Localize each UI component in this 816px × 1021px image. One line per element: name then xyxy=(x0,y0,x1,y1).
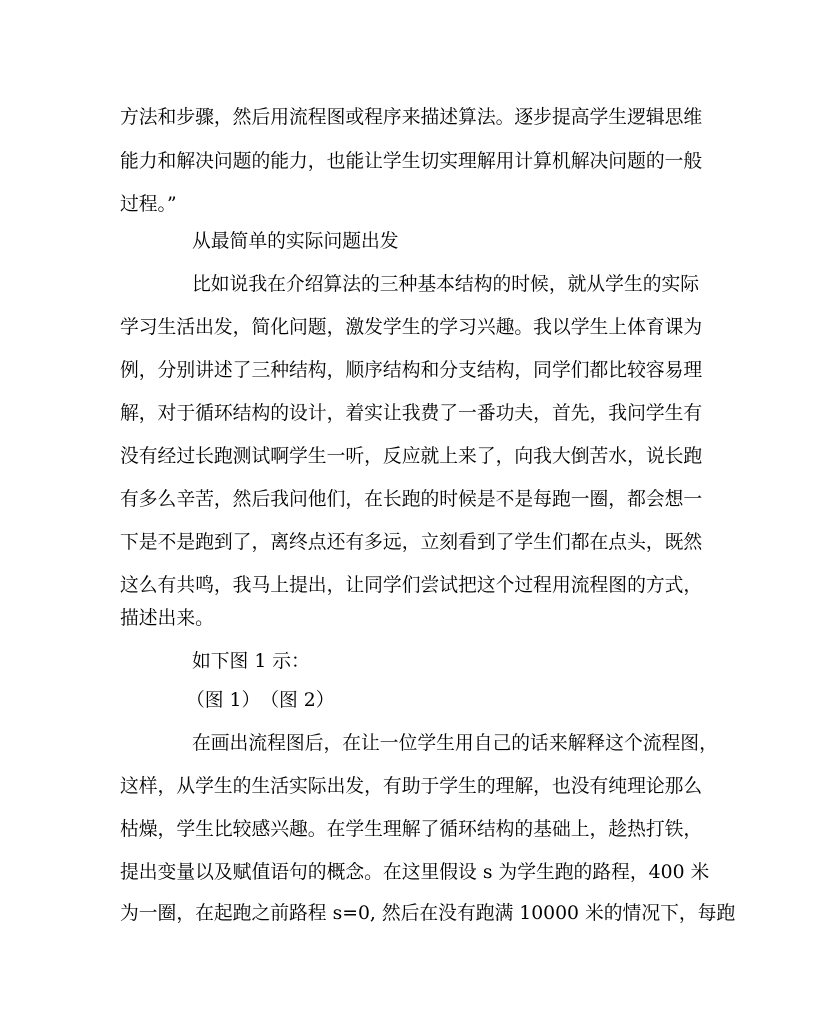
text-line-16: 在画出流程图后，在让一位学生用自己的话来解释这个流程图， xyxy=(192,733,718,754)
text-line-19: 提出变量以及赋值语句的概念。在这里假设 s 为学生跑的路程，400 米 xyxy=(120,862,710,883)
text-line-3: 过程。” xyxy=(120,194,177,215)
text-line-13: 描述出来。 xyxy=(120,608,214,629)
figure-captions: （图 1） （图 2） xyxy=(186,690,335,711)
text-line-6: 学习生活出发，简化问题，激发学生的学习兴趣。我以学生上体育课为 xyxy=(120,317,703,338)
text-line-12: 这么有共鸣，我马上提出，让同学们尝试把这个过程用流程图的方式， xyxy=(120,575,703,596)
text-line-11: 下是不是跑到了，离终点还有多远，立刻看到了学生们都在点头，既然 xyxy=(120,532,703,553)
text-line-2: 能力和解决问题的能力，也能让学生切实理解用计算机解决问题的一般 xyxy=(120,151,703,172)
text-line-9: 没有经过长跑测试啊学生一听，反应就上来了，向我大倒苦水，说长跑 xyxy=(120,446,703,467)
text-line-7: 例，分别讲述了三种结构，顺序结构和分支结构，同学们都比较容易理 xyxy=(120,360,703,381)
section-heading: 从最简单的实际问题出发 xyxy=(192,231,399,252)
text-line-8: 解，对于循环结构的设计，着实让我费了一番功夫，首先，我问学生有 xyxy=(120,403,703,424)
text-line-10: 有多么辛苦，然后我问他们，在长跑的时候是不是每跑一圈，都会想一 xyxy=(120,489,703,510)
text-line-18: 枯燥，学生比较感兴趣。在学生理解了循环结构的基础上，趁热打铁， xyxy=(120,819,703,840)
text-line-1: 方法和步骤，然后用流程图或程序来描述算法。逐步提高学生逻辑思维 xyxy=(120,107,703,128)
text-line-5: 比如说我在介绍算法的三种基本结构的时候，就从学生的实际 xyxy=(192,274,700,295)
text-line-17: 这样，从学生的生活实际出发，有助于学生的理解，也没有纯理论那么 xyxy=(120,776,703,797)
text-line-20: 为一圈，在起跑之前路程 s=0, 然后在没有跑满 10000 米的情况下，每跑 xyxy=(120,903,736,924)
figure-reference: 如下图 1 示： xyxy=(192,651,310,672)
